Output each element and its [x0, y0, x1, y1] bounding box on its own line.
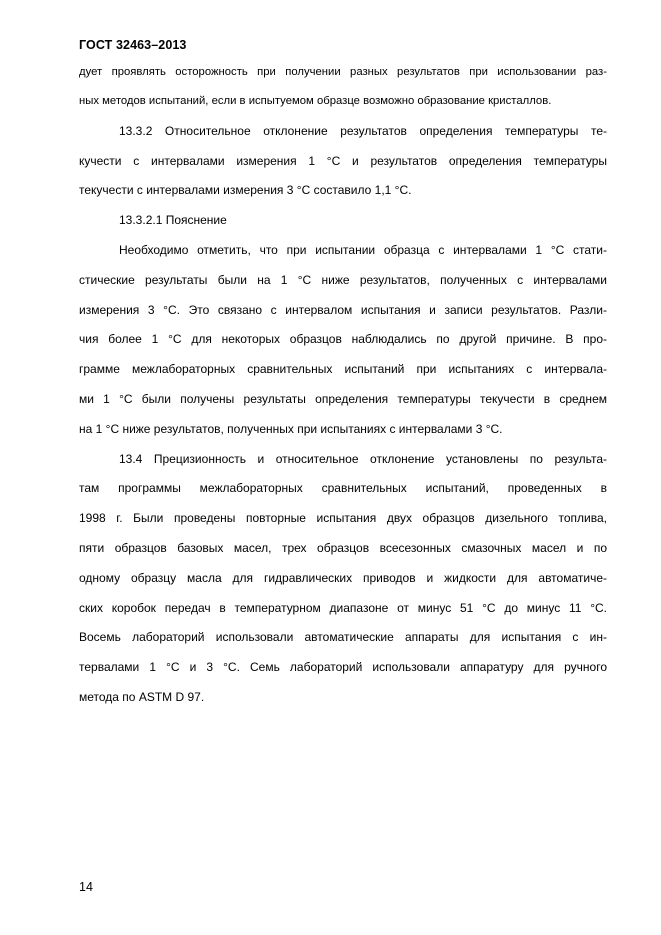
standard-header: ГОСТ 32463–2013	[79, 38, 187, 52]
text-line: там программы межлабораторных сравнительных испытаний, проведенных в	[79, 481, 607, 496]
text-line: дует проявлять осторожность при получении разных результатов при использовании раз-	[79, 66, 607, 78]
page-number: 14	[79, 880, 93, 894]
text-line: на 1 °С ниже результатов, полученных при испытаниях с интервалами 3 °С.	[79, 421, 503, 436]
text-line: грамме межлабораторных сравнительных испытаний при испытаниях с интервала-	[79, 362, 607, 377]
text-line: ских коробок передач в температурном диапазоне от минус 51 °С до минус 11 °С.	[79, 600, 607, 615]
text-line: измерения 3 °С. Это связано с интервалом испытания и записи результатов. Разли-	[79, 302, 607, 317]
section-heading: 13.3.2.1 Пояснение	[119, 213, 227, 228]
text-line: пяти образцов базовых масел, трех образцов всесезонных смазочных масел и по	[79, 540, 607, 555]
text-line: Необходимо отметить, что при испытании образца с интервалами 1 °С стати-	[119, 242, 607, 257]
text-line: ми 1 °С были получены результаты определения температуры текучести в среднем	[79, 391, 607, 406]
text-line: чия более 1 °С для некоторых образцов наблюдались по другой причине. В про-	[79, 332, 607, 347]
text-line: 1998 г. Были проведены повторные испытания двух образцов дизельного топлива,	[79, 511, 607, 526]
text-line: стические результаты были на 1 °С ниже результатов, полученных с интервалами	[79, 272, 607, 287]
text-line: кучести с интервалами измерения 1 °С и результатов определения температуры	[79, 153, 607, 168]
body-text	[79, 58, 607, 713]
text-line: текучести с интервалами измерения 3 °С составило 1,1 °С.	[79, 183, 412, 198]
text-line: ных методов испытаний, если в испытуемом образце возможно образование кристаллов.	[79, 95, 552, 108]
text-line: Восемь лабораторий использовали автоматические аппараты для испытания с ин-	[79, 630, 607, 645]
text-line: тервалами 1 °С и 3 °С. Семь лабораторий использовали аппаратуру для ручного	[79, 660, 607, 675]
text-line: 13.3.2 Относительное отклонение результатов определения температуры те-	[119, 123, 607, 138]
text-line: одному образцу масла для гидравлических приводов и жидкости для автоматиче-	[79, 570, 607, 585]
text-line: 13.4 Прецизионность и относительное отклонение установлены по результа-	[119, 451, 607, 466]
text-line: метода по ASTM D 97.	[79, 689, 205, 704]
